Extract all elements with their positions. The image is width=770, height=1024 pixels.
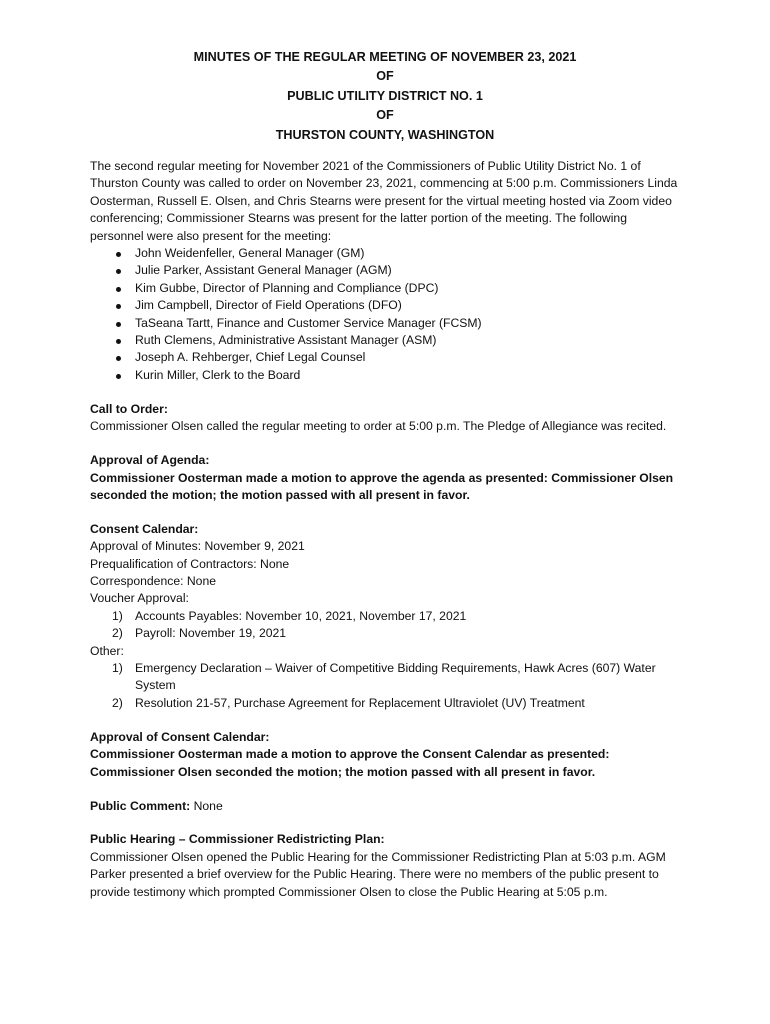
bullet-icon <box>116 322 121 327</box>
title-line: MINUTES OF THE REGULAR MEETING OF NOVEMBER 23, 2021 <box>193 50 577 64</box>
list-item: 2) Resolution 21-57, Purchase Agreement for Replacement Ultraviolet (UV) Treatment <box>112 695 585 710</box>
list-item: Kurin Miller, Clerk to the Board <box>90 367 680 384</box>
title-line: OF <box>376 108 394 123</box>
title-line: PUBLIC UTILITY DISTRICT NO. 1 <box>287 88 483 103</box>
public-hearing-text: Commissioner Olsen opened the Public Hearing for the Commissioner Redistricting Plan at 5:03 p.m. AGM Parker presented a brief overview for the Public Hearing. There were no members of the public present to provide testimony which prompted Commissioner Olsen to close the Public Hearing at 5:05 p.m. <box>90 849 666 899</box>
bullet-icon <box>116 269 121 274</box>
list-item: Kim Gubbe, Director of Planning and Compliance (DPC) <box>90 280 680 297</box>
other-list <box>90 660 680 712</box>
list-item: 1) Accounts Payables: November 10, 2021, November 17, 2021 <box>112 608 467 623</box>
call-to-order-heading: Call to Order: <box>90 401 168 416</box>
approval-consent-motion: Commissioner Oosterman made a motion to approve the Consent Calendar as presented: Commissioner Olsen seconded the motion; the motion passed with all present in favor. <box>90 747 610 779</box>
approval-consent-heading: Approval of Consent Calendar: <box>90 729 270 744</box>
public-comment: Public Comment: None <box>90 798 223 813</box>
list-item: 2) Payroll: November 19, 2021 <box>112 626 287 641</box>
bullet-icon <box>116 356 121 361</box>
voucher-list <box>90 608 680 643</box>
minutes-body <box>90 158 680 901</box>
personnel-list <box>90 245 680 384</box>
bullet-icon <box>116 252 121 257</box>
call-to-order-text: Commissioner Olsen called the regular meeting to order at 5:00 p.m. The Pledge of Allegiance was recited. <box>90 419 667 434</box>
other-label: Other: <box>90 643 124 658</box>
prequalification: Prequalification of Contractors: None <box>90 556 290 571</box>
bullet-icon <box>116 287 121 292</box>
title-line: OF <box>376 69 394 84</box>
voucher-approval-label: Voucher Approval: <box>90 591 189 606</box>
bullet-icon <box>116 304 121 309</box>
list-item: Jim Campbell, Director of Field Operations (DFO) <box>90 297 680 314</box>
bullet-icon <box>116 339 121 344</box>
intro-paragraph: The second regular meeting for November 2021 of the Commissioners of Public Utility District No. 1 of Thurston County was called to order on November 23, 2021, commencing at 5:00 p.m. Commissioners Linda Oosterman, Russell E. Olsen, and Chris Stearns were present for the virtual meeting hosted via Zoom video conferencing; Commissioner Stearns was present for the latter portion of the meeting. The following personnel were also present for the meeting: <box>90 159 678 243</box>
list-item: John Weidenfeller, General Manager (GM) <box>90 245 680 262</box>
list-item: TaSeana Tartt, Finance and Customer Service Manager (FCSM) <box>90 315 680 332</box>
list-item: Ruth Clemens, Administrative Assistant Manager (ASM) <box>90 332 680 349</box>
consent-calendar-heading: Consent Calendar: <box>90 521 199 536</box>
approval-agenda-motion: Commissioner Oosterman made a motion to approve the agenda as presented: Commissioner Olsen seconded the motion; the motion passed with all present in favor. <box>90 470 674 502</box>
approval-of-minutes: Approval of Minutes: November 9, 2021 <box>90 539 305 554</box>
public-hearing-heading: Public Hearing – Commissioner Redistricting Plan: <box>90 832 385 847</box>
bullet-icon <box>116 374 121 379</box>
title-line: THURSTON COUNTY, WASHINGTON <box>275 127 495 142</box>
correspondence: Correspondence: None <box>90 574 217 589</box>
approval-agenda-heading: Approval of Agenda: <box>90 453 210 468</box>
minutes-title <box>0 48 770 145</box>
list-item: Julie Parker, Assistant General Manager (AGM) <box>90 262 680 279</box>
list-item: 1) Emergency Declaration – Waiver of Competitive Bidding Requirements, Hawk Acres (607) Water System <box>112 661 656 693</box>
list-item: Joseph A. Rehberger, Chief Legal Counsel <box>90 349 680 366</box>
